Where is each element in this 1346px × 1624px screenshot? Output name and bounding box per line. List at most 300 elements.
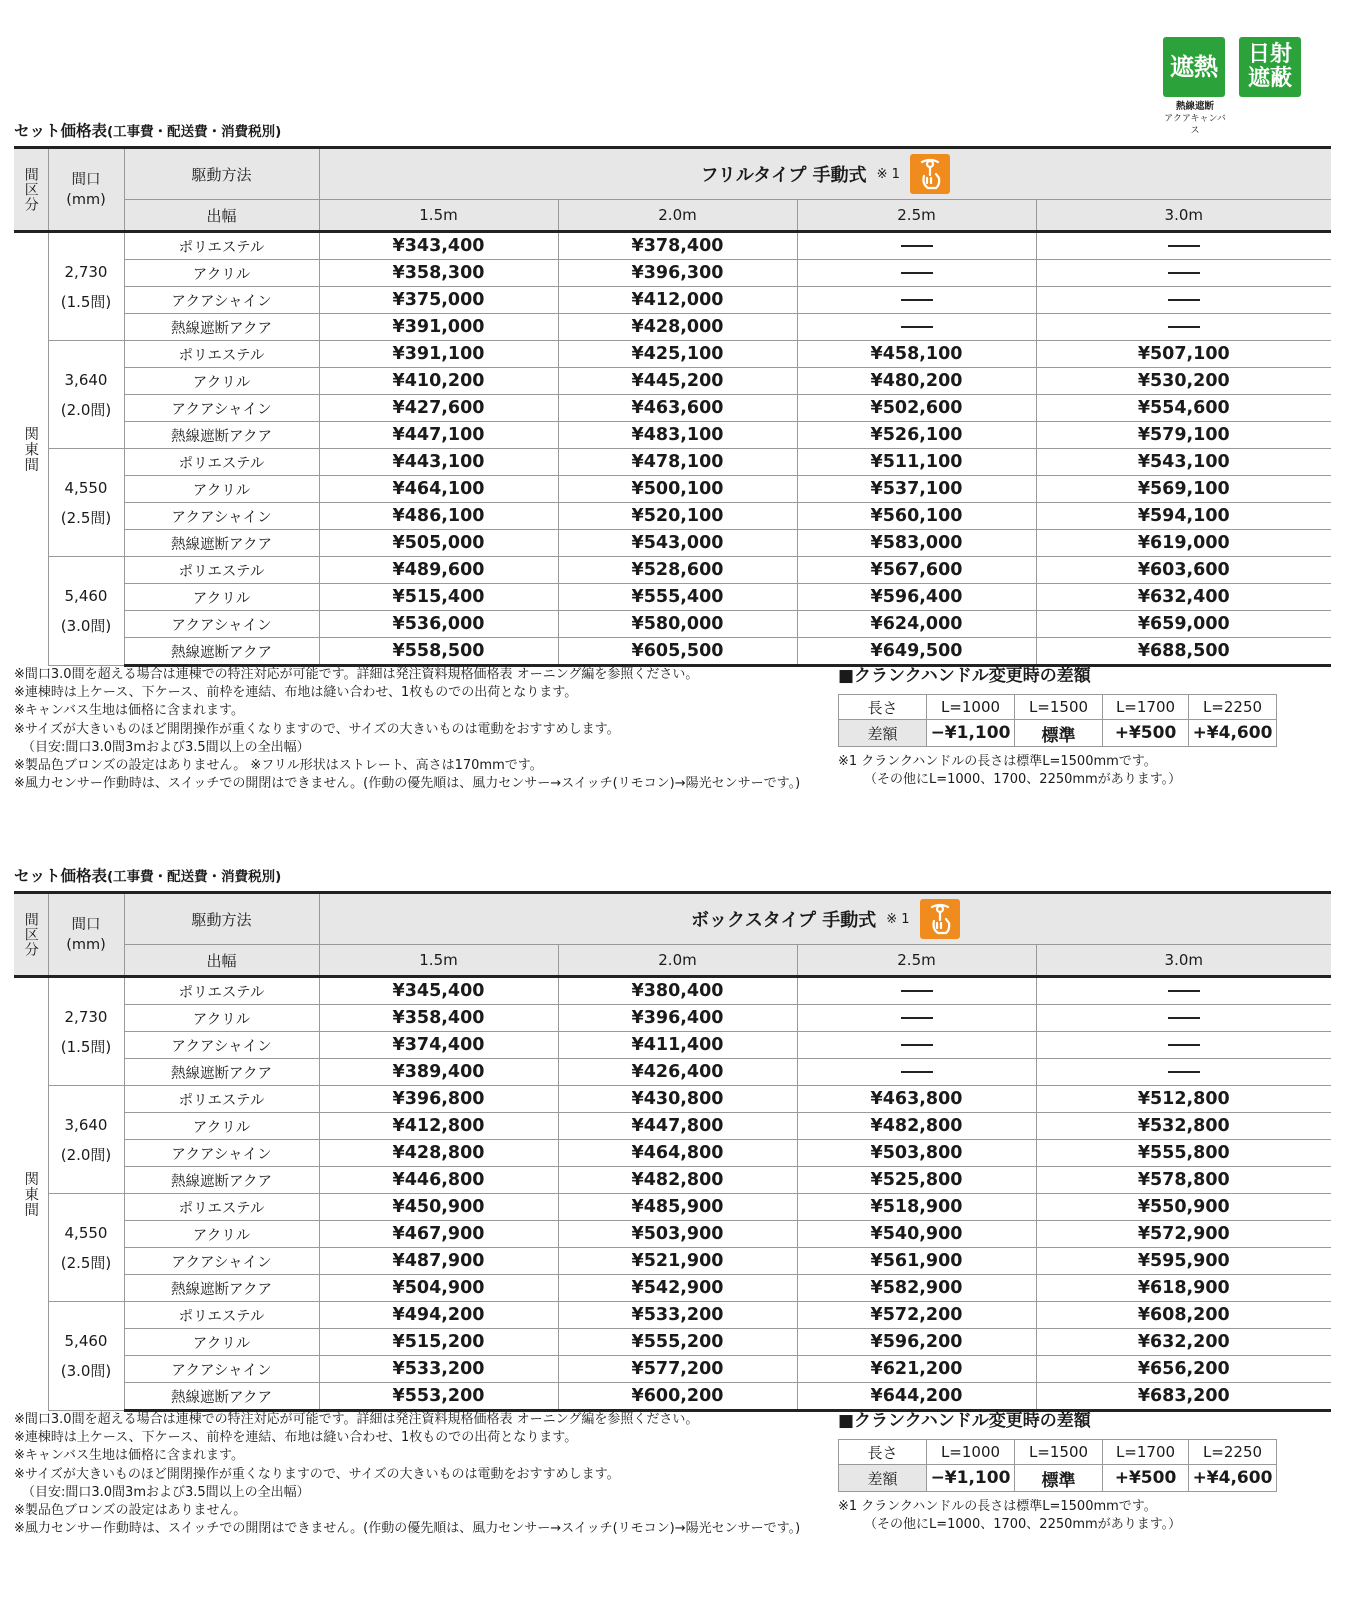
width-mm: 5,460 [64,587,108,605]
fabric-cell: 熱線遮断アクア [124,422,319,449]
fabric-cell: アクアシャイン [124,1140,319,1167]
projection-3-0: 3.0m [1036,200,1331,232]
price-cell: ¥447,800 [558,1113,797,1140]
fabric-cell: ポリエステル [124,557,319,584]
price-cell: ¥507,100 [1036,341,1331,368]
fabric-cell: 熱線遮断アクア [124,638,319,666]
dash-mark [901,1071,933,1073]
crank-notes [838,1498,1278,1533]
fabric-cell: アクリル [124,1329,319,1356]
fabric-cell: アクアシャイン [124,287,319,314]
price-cell: ¥486,100 [319,503,558,530]
table-row [14,260,1331,287]
dash-mark [1168,326,1200,328]
price-cell: ¥550,900 [1036,1194,1331,1221]
price-cell: ¥503,800 [797,1140,1036,1167]
table-row [14,1059,1331,1086]
width-header: 間口 (mm) [48,148,124,232]
fabric-cell: 熱線遮断アクア [124,1059,319,1086]
length-1000: L=1000 [927,1440,1015,1465]
price-cell: ¥396,400 [558,1005,797,1032]
fabric-cell: 熱線遮断アクア [124,314,319,341]
crank-diff-box [838,1409,1278,1533]
diff-1700: +¥500 [1103,720,1189,747]
width-header: 間口 (mm) [48,893,124,977]
width-ken: (2.5間) [60,508,112,527]
price-cell: ¥396,800 [319,1086,558,1113]
table-row [14,584,1331,611]
width-mm: 2,730 [64,262,108,281]
price-cell: ¥445,200 [558,368,797,395]
not-available-cell [797,287,1036,314]
fabric-cell: アクアシャイン [124,1248,319,1275]
note: ※風力センサー作動時は、スイッチでの開閉はできません。(作動の優先順は、風力センサー→スイッチ(リモコン)→陽光センサーです。) [14,1521,801,1537]
table-row [14,638,1331,666]
table-row [14,557,1331,584]
price-cell: ¥374,400 [319,1032,558,1059]
diff-2250: +¥4,600 [1189,720,1277,747]
dash-mark [901,299,933,301]
price-cell: ¥582,900 [797,1275,1036,1302]
length-label: 長さ [839,695,927,720]
fabric-cell: アクアシャイン [124,1356,319,1383]
price-cell: ¥345,400 [319,977,558,1005]
price-cell: ¥505,000 [319,530,558,557]
price-cell: ¥410,200 [319,368,558,395]
crank-table [838,1439,1277,1492]
price-cell: ¥578,800 [1036,1167,1331,1194]
diff-1000: −¥1,100 [927,720,1015,747]
price-cell: ¥619,000 [1036,530,1331,557]
fabric-cell: ポリエステル [124,449,319,476]
price-cell: ¥537,100 [797,476,1036,503]
price-cell: ¥644,200 [797,1383,1036,1411]
projection-header: 出幅 [124,200,319,232]
length-1700: L=1700 [1103,1440,1189,1465]
table-row [14,1221,1331,1248]
not-available-cell [797,1032,1036,1059]
dash-mark [901,1017,933,1019]
price-table-section-frill [14,120,1331,667]
crank-note: ※1 クランクハンドルの長さは標準L=1500mmです。 [838,1499,1157,1514]
price-cell: ¥494,200 [319,1302,558,1329]
price-cell: ¥533,200 [558,1302,797,1329]
length-1000: L=1000 [927,695,1015,720]
not-available-cell [1036,260,1331,287]
price-cell: ¥632,400 [1036,584,1331,611]
price-cell: ¥558,500 [319,638,558,666]
table-row [14,1167,1331,1194]
not-available-cell [1036,287,1331,314]
fabric-cell: ポリエステル [124,1086,319,1113]
fabric-cell: 熱線遮断アクア [124,1383,319,1411]
width-ken: (3.0間) [60,617,112,635]
price-cell: ¥594,100 [1036,503,1331,530]
product-header [319,148,1331,200]
price-cell: ¥521,900 [558,1248,797,1275]
price-cell: ¥515,200 [319,1329,558,1356]
price-cell: ¥595,900 [1036,1248,1331,1275]
price-cell: ¥458,100 [797,341,1036,368]
price-cell: ¥530,200 [1036,368,1331,395]
note: ※製品色ブロンズの設定はありません。 ※フリル形状はストレート、高さは170mmです。 [14,758,543,774]
price-table [14,891,1331,1412]
price-cell: ¥358,300 [319,260,558,287]
table-row [14,395,1331,422]
diff-1000: −¥1,100 [927,1465,1015,1492]
price-cell: ¥555,800 [1036,1140,1331,1167]
width-ken: (3.0間) [60,1362,112,1380]
price-cell: ¥600,200 [558,1383,797,1411]
price-cell: ¥688,500 [1036,638,1331,666]
price-cell: ¥391,100 [319,341,558,368]
length-1500: L=1500 [1015,695,1103,720]
price-cell: ¥603,600 [1036,557,1331,584]
price-cell: ¥412,000 [558,287,797,314]
notes-frill [14,666,814,793]
length-2250: L=2250 [1189,695,1277,720]
section-title-sub: (工事費・配送費・消費税別) [107,124,282,140]
dash-mark [901,245,933,247]
section-title [14,120,1331,142]
projection-3-0: 3.0m [1036,945,1331,977]
crank-title: ■クランクハンドル変更時の差額 [838,1411,1091,1431]
price-cell: ¥450,900 [319,1194,558,1221]
dash-mark [1168,272,1200,274]
fabric-cell: アクリル [124,1005,319,1032]
table-row [14,1194,1331,1221]
not-available-cell [1036,314,1331,341]
not-available-cell [1036,1032,1331,1059]
price-cell: ¥577,200 [558,1356,797,1383]
not-available-cell [797,232,1036,260]
price-cell: ¥632,200 [1036,1329,1331,1356]
table-row [14,1005,1331,1032]
crank-table [838,694,1277,747]
price-cell: ¥542,900 [558,1275,797,1302]
price-cell: ¥518,900 [797,1194,1036,1221]
price-cell: ¥502,600 [797,395,1036,422]
projection-1-5: 1.5m [319,945,558,977]
note: （目安:間口3.0間3mおよび3.5間以上の全出幅） [22,739,310,755]
price-cell: ¥500,100 [558,476,797,503]
fabric-cell: 熱線遮断アクア [124,530,319,557]
price-cell: ¥580,000 [558,611,797,638]
price-cell: ¥540,900 [797,1221,1036,1248]
product-name: ボックスタイプ 手動式 [691,910,877,931]
width-cell [48,341,124,449]
section-title-sub: (工事費・配送費・消費税別) [107,869,282,885]
price-cell: ¥560,100 [797,503,1036,530]
price-cell: ¥447,100 [319,422,558,449]
price-cell: ¥572,200 [797,1302,1036,1329]
width-ken: (2.0間) [60,1145,112,1164]
price-cell: ¥396,300 [558,260,797,287]
not-available-cell [797,260,1036,287]
region-cell: 関東間 [14,977,48,1411]
projection-1-5: 1.5m [319,200,558,232]
price-cell: ¥482,800 [558,1167,797,1194]
table-row [14,611,1331,638]
notes-box [14,1411,814,1538]
price-cell: ¥567,600 [797,557,1036,584]
heat-shield-badge: 遮熱 [1163,37,1225,97]
table-row [14,1275,1331,1302]
price-cell: ¥543,000 [558,530,797,557]
note: ※風力センサー作動時は、スイッチでの開閉はできません。(作動の優先順は、風力センサー→スイッチ(リモコン)→陽光センサーです。) [14,776,801,792]
footnote-mark: ※ 1 [886,911,910,927]
table-row [14,530,1331,557]
table-row [14,1302,1331,1329]
length-2250: L=2250 [1189,1440,1277,1465]
fabric-cell: アクリル [124,1221,319,1248]
price-cell: ¥478,100 [558,449,797,476]
table-row [14,503,1331,530]
table-row [14,287,1331,314]
diff-1500: 標準 [1015,1465,1103,1492]
width-ken: (2.5間) [60,1253,112,1272]
price-cell: ¥579,100 [1036,422,1331,449]
price-cell: ¥443,100 [319,449,558,476]
region-header: 間区分 [14,893,48,977]
price-cell: ¥512,800 [1036,1086,1331,1113]
price-cell: ¥430,800 [558,1086,797,1113]
price-cell: ¥391,000 [319,314,558,341]
crank-notes [838,753,1278,788]
fabric-cell: アクアシャイン [124,611,319,638]
width-ken: (2.0間) [60,400,112,419]
price-cell: ¥659,000 [1036,611,1331,638]
price-cell: ¥618,900 [1036,1275,1331,1302]
section-title-main: セット価格表 [14,122,108,140]
width-mm: 5,460 [64,1332,108,1350]
price-cell: ¥487,900 [319,1248,558,1275]
table-row [14,1086,1331,1113]
price-cell: ¥485,900 [558,1194,797,1221]
price-cell: ¥503,900 [558,1221,797,1248]
price-cell: ¥504,900 [319,1275,558,1302]
price-cell: ¥480,200 [797,368,1036,395]
price-cell: ¥464,100 [319,476,558,503]
width-mm: 4,550 [64,1223,108,1242]
length-1500: L=1500 [1015,1440,1103,1465]
price-table [14,146,1331,667]
drive-header: 駆動方法 [124,148,319,200]
drive-header: 駆動方法 [124,893,319,945]
fabric-cell: 熱線遮断アクア [124,1167,319,1194]
length-1700: L=1700 [1103,695,1189,720]
fabric-cell: アクアシャイン [124,1032,319,1059]
price-cell: ¥561,900 [797,1248,1036,1275]
price-cell: ¥378,400 [558,232,797,260]
badge-caption-sub: アクアキャンバス [1164,114,1226,136]
not-available-cell [797,1059,1036,1086]
price-cell: ¥464,800 [558,1140,797,1167]
table-row [14,1329,1331,1356]
width-ken: (1.5間) [60,1037,112,1056]
length-label: 長さ [839,1440,927,1465]
crank-diff-frill [838,664,1278,788]
price-cell: ¥446,800 [319,1167,558,1194]
width-mm: 3,640 [64,370,108,389]
note: ※キャンバス生地は価格に含まれます。 [14,703,244,719]
price-cell: ¥572,900 [1036,1221,1331,1248]
not-available-cell [1036,1059,1331,1086]
diff-1700: +¥500 [1103,1465,1189,1492]
fabric-cell: ポリエステル [124,232,319,260]
price-cell: ¥427,600 [319,395,558,422]
crank-handle-icon [920,899,960,939]
price-cell: ¥543,100 [1036,449,1331,476]
price-cell: ¥428,800 [319,1140,558,1167]
footnote-mark: ※ 1 [876,166,900,182]
price-cell: ¥526,100 [797,422,1036,449]
width-cell [48,232,124,341]
dash-mark [1168,1071,1200,1073]
note: ※サイズが大きいものほど開閉操作が重くなりますので、サイズの大きいものは電動をおすすめします。 [14,1466,620,1482]
fabric-cell: アクリル [124,476,319,503]
price-cell: ¥624,000 [797,611,1036,638]
table-row [14,341,1331,368]
table-row [14,314,1331,341]
price-cell: ¥380,400 [558,977,797,1005]
not-available-cell [797,1005,1036,1032]
projection-2-0: 2.0m [558,200,797,232]
dash-mark [901,272,933,274]
diff-2250: +¥4,600 [1189,1465,1277,1492]
price-cell: ¥683,200 [1036,1383,1331,1411]
note: ※連棟時は上ケース、下ケース、前枠を連結、布地は縫い合わせ、1枚ものでの出荷となります。 [14,1430,578,1446]
price-cell: ¥426,400 [558,1059,797,1086]
price-cell: ¥608,200 [1036,1302,1331,1329]
price-cell: ¥532,800 [1036,1113,1331,1140]
not-available-cell [1036,977,1331,1005]
diff-label: 差額 [839,1465,927,1492]
price-cell: ¥554,600 [1036,395,1331,422]
price-cell: ¥358,400 [319,1005,558,1032]
table-row [14,1248,1331,1275]
dash-mark [1168,990,1200,992]
dash-mark [901,990,933,992]
note: ※連棟時は上ケース、下ケース、前枠を連結、布地は縫い合わせ、1枚ものでの出荷となります。 [14,685,578,701]
price-cell: ¥555,200 [558,1329,797,1356]
table-row [14,232,1331,260]
price-cell: ¥520,100 [558,503,797,530]
note: ※サイズが大きいものほど開閉操作が重くなりますので、サイズの大きいものは電動をおすすめします。 [14,721,620,737]
badge-caption-main: 熱線遮断 [1175,101,1214,112]
price-table-section-box [14,865,1331,1412]
fabric-cell: アクリル [124,1113,319,1140]
price-cell: ¥569,100 [1036,476,1331,503]
width-ken: (1.5間) [60,292,112,311]
price-cell: ¥528,600 [558,557,797,584]
projection-header: 出幅 [124,945,319,977]
price-cell: ¥463,600 [558,395,797,422]
price-cell: ¥596,200 [797,1329,1036,1356]
width-mm: 2,730 [64,1007,108,1026]
dash-mark [1168,245,1200,247]
fabric-cell: アクアシャイン [124,503,319,530]
table-row [14,1032,1331,1059]
not-available-cell [797,977,1036,1005]
note: ※間口3.0間を超える場合は連棟での特注対応が可能です。詳細は発注資料規格価格表 オーニング編を参照ください。 [14,1412,699,1427]
width-cell [48,557,124,666]
price-cell: ¥536,000 [319,611,558,638]
not-available-cell [797,314,1036,341]
crank-handle-icon [910,154,950,194]
width-cell [48,1302,124,1411]
width-mm: 3,640 [64,1115,108,1134]
price-cell: ¥555,400 [558,584,797,611]
width-cell [48,449,124,557]
price-cell: ¥525,800 [797,1167,1036,1194]
table-row [14,1383,1331,1411]
width-cell [48,1194,124,1302]
note: （目安:間口3.0間3mおよび3.5間以上の全出幅） [22,1484,310,1500]
dash-mark [901,1044,933,1046]
price-cell: ¥621,200 [797,1356,1036,1383]
width-mm: 4,550 [64,478,108,497]
crank-title: ■クランクハンドル変更時の差額 [838,666,1091,686]
diff-1500: 標準 [1015,720,1103,747]
table-row [14,977,1331,1005]
fabric-cell: ポリエステル [124,341,319,368]
fabric-cell: 熱線遮断アクア [124,1275,319,1302]
price-cell: ¥553,200 [319,1383,558,1411]
table-row [14,1356,1331,1383]
diff-label: 差額 [839,720,927,747]
fabric-cell: アクリル [124,584,319,611]
price-cell: ¥343,400 [319,232,558,260]
price-cell: ¥649,500 [797,638,1036,666]
price-cell: ¥533,200 [319,1356,558,1383]
price-cell: ¥467,900 [319,1221,558,1248]
dash-mark [1168,1044,1200,1046]
price-cell: ¥656,200 [1036,1356,1331,1383]
table-row [14,368,1331,395]
region-header: 間区分 [14,148,48,232]
note: ※キャンバス生地は価格に含まれます。 [14,1448,244,1464]
section-title-main: セット価格表 [14,867,108,885]
price-cell: ¥511,100 [797,449,1036,476]
price-cell: ¥482,800 [797,1113,1036,1140]
price-cell: ¥411,400 [558,1032,797,1059]
price-cell: ¥483,100 [558,422,797,449]
note: ※製品色ブロンズの設定はありません。 [14,1503,247,1519]
width-cell [48,1086,124,1194]
table-row [14,1113,1331,1140]
projection-2-5: 2.5m [797,200,1036,232]
product-name: フリルタイプ 手動式 [700,165,867,186]
table-row [14,449,1331,476]
table-row [14,1140,1331,1167]
fabric-cell: ポリエステル [124,977,319,1005]
not-available-cell [1036,1005,1331,1032]
price-cell: ¥375,000 [319,287,558,314]
region-cell: 関東間 [14,232,48,666]
section-title [14,865,1331,887]
price-cell: ¥425,100 [558,341,797,368]
width-cell [48,977,124,1086]
fabric-cell: ポリエステル [124,1302,319,1329]
price-cell: ¥489,600 [319,557,558,584]
price-cell: ¥515,400 [319,584,558,611]
dash-mark [1168,1017,1200,1019]
not-available-cell [1036,232,1331,260]
price-cell: ¥428,000 [558,314,797,341]
crank-note: （その他にL=1000、1700、2250mmがあります。） [864,1516,1182,1532]
crank-note: （その他にL=1000、1700、2250mmがあります。） [864,771,1182,787]
